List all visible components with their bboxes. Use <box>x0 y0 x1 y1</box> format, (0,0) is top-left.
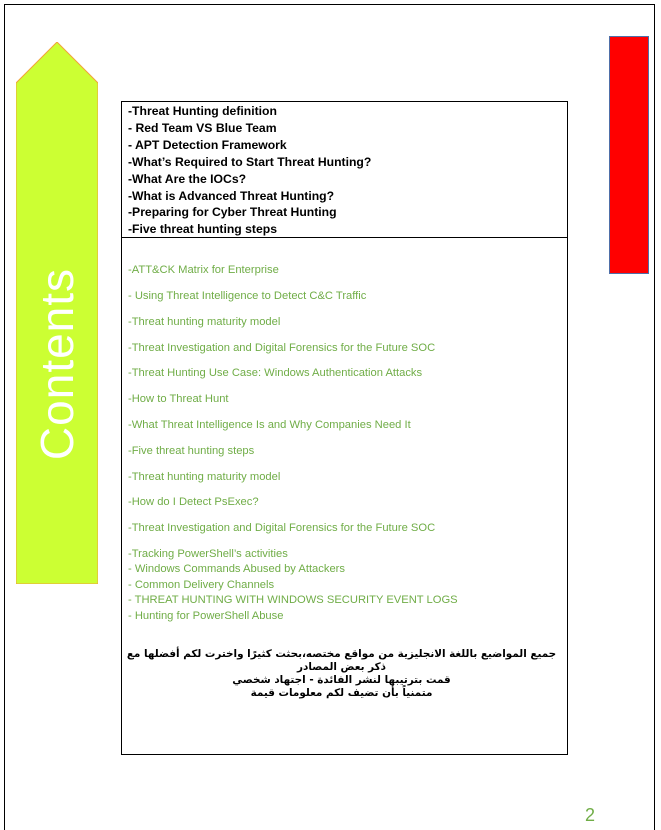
toc-item[interactable]: -ATT&CK Matrix for Enterprise <box>128 264 279 276</box>
toc-item[interactable]: -Five threat hunting steps <box>128 445 255 457</box>
toc-primary-section <box>122 102 567 238</box>
toc-item[interactable]: -Preparing for Cyber Threat Hunting <box>128 205 337 220</box>
page-number: 2 <box>585 805 596 825</box>
toc-item[interactable]: -What’s Required to Start Threat Hunting? <box>128 154 372 169</box>
toc-item[interactable]: -Tracking PowerShell’s activities <box>128 548 288 560</box>
toc-item[interactable]: -Five threat hunting steps <box>128 222 277 237</box>
table-of-contents <box>121 101 568 755</box>
red-accent-block <box>609 36 649 274</box>
toc-tertiary-section <box>128 547 458 624</box>
contents-arrow-banner <box>16 42 98 584</box>
contents-heading: Contents <box>31 267 83 461</box>
toc-item[interactable]: -Threat Hunting Use Case: Windows Authentication Attacks <box>128 367 423 379</box>
toc-item[interactable]: -What Are the IOCs? <box>128 171 247 186</box>
toc-item[interactable]: -What Threat Intelligence Is and Why Companies Need It <box>128 419 411 431</box>
note-line: قمت بترتيبها لنشر الفائدة - اجتهاد شخصي <box>232 674 451 686</box>
arabic-note <box>122 648 561 700</box>
toc-item[interactable]: -How do I Detect PsExec? <box>128 496 259 508</box>
toc-item[interactable]: -What is Advanced Threat Hunting? <box>128 188 335 203</box>
toc-item[interactable]: - Red Team VS Blue Team <box>128 120 277 135</box>
toc-item[interactable]: - APT Detection Framework <box>128 137 287 152</box>
toc-item[interactable]: -Threat Hunting definition <box>128 104 277 118</box>
toc-item[interactable]: - Hunting for PowerShell Abuse <box>128 609 284 622</box>
note-line: جميع المواضيع باللغة الانجليزية من مواقع مختصه،بحثت كثيرًا واخترت لكم أفضلها مع ذكر بعض المصادر <box>126 648 557 673</box>
toc-item[interactable]: - THREAT HUNTING WITH WINDOWS SECURITY EVENT LOGS <box>128 594 458 607</box>
toc-item[interactable]: -Threat hunting maturity model <box>128 471 281 483</box>
toc-item[interactable]: - Windows Commands Abused by Attackers <box>128 563 346 576</box>
toc-item[interactable]: -Threat Investigation and Digital Forensics for the Future SOC <box>128 522 436 534</box>
toc-item[interactable]: -Threat Investigation and Digital Forensics for the Future SOC <box>128 342 436 354</box>
toc-item[interactable]: - Using Threat Intelligence to Detect C&C Traffic <box>128 290 367 302</box>
toc-item[interactable]: -How to Threat Hunt <box>128 393 229 405</box>
toc-item[interactable]: - Common Delivery Channels <box>128 578 275 591</box>
toc-item[interactable]: -Threat hunting maturity model <box>128 316 281 328</box>
note-line: متمنياً بأن تضيف لكم معلومات قيمة <box>250 687 433 699</box>
